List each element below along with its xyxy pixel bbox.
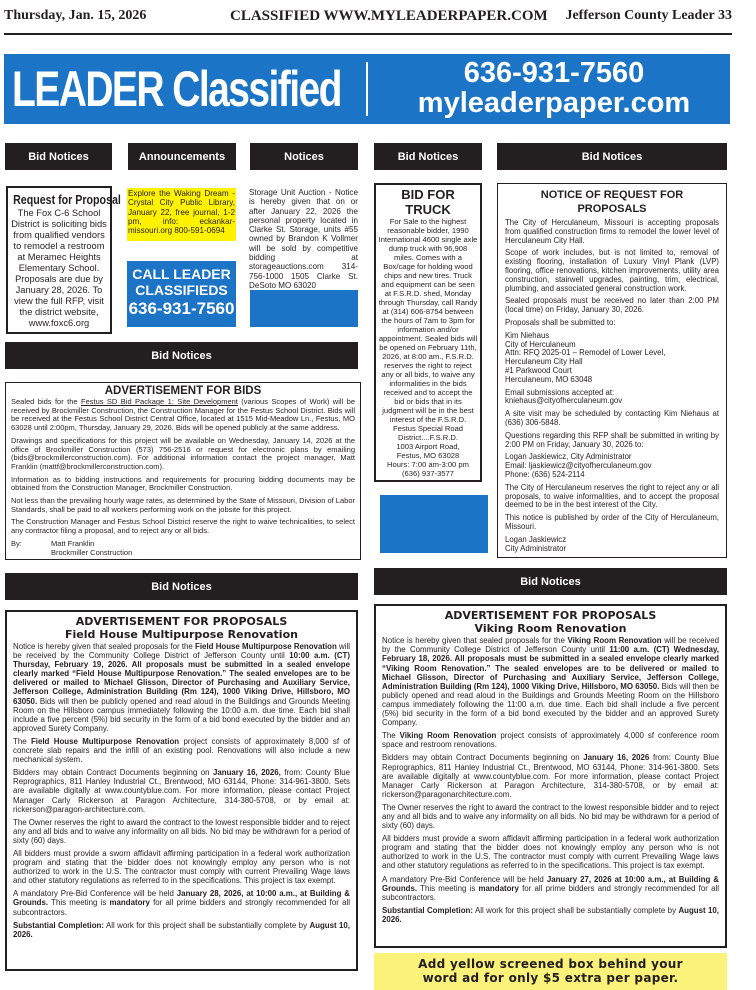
fh-text: mandatory (109, 898, 150, 908)
fox-rfp-title: Request for Proposal (13, 192, 121, 207)
vk-text: for all prime bidders and strongly recommended for all subcontractors. (382, 883, 719, 902)
fh-text: Field House Multipurpose Renovation (195, 642, 337, 651)
fh-text: will be received by the Community College District of Jefferson County until (13, 642, 350, 661)
herc-address: Kim Niehaus City of Herculaneum Attn: RFQ 2025-01 – Remodel of Lower Level, Herculaneum City Hall #1 Parkwood Court Herculaneum, MO 63048 (505, 330, 666, 384)
festus-package-link: Festus SD Bid Package 1: Site Development (81, 397, 238, 406)
fh-text: August 10, 2026. (13, 920, 350, 939)
festus-by: By: (11, 538, 22, 548)
bar-notices: Notices (250, 143, 358, 170)
festus-p1: Sealed bids for the (11, 397, 81, 406)
herc-email: Email submissions accepted at: kniehaus@cityofherculaneum.gov (505, 387, 623, 406)
call-ad-phone: 636-931-7560 (128, 299, 235, 318)
fh-title: ADVERTISEMENT FOR PROPOSALS (75, 615, 288, 628)
banner-website[interactable]: myleaderpaper.com (417, 87, 691, 119)
vk-text: Bids will then be publicly opened and read aloud in the Buildings and Grounds Meeting Room on the Hillsboro campus immediately following the 11:00 a.m. due time. Each bid shall include a five percent (5%) bid security in the form of a bid bond executed by the bidder and an approved Surety Company. (382, 681, 719, 728)
herc-para: Scope of work includes, but is not limited to, removal of existing flooring, installation of Luxury Vinyl Plank (LVP) flooring, office renovations, kitchen improvements, utility area construction, stairwell upgrades, painting, trim, electrical, plumbing, and associated general construction work. (505, 248, 719, 293)
vk-text: A mandatory Pre-Bid Conference will be held (382, 874, 547, 884)
paper-page: Jefferson County Leader 33 (565, 8, 732, 23)
herc-signature: Logan Jaskiewicz City Administrator (505, 534, 567, 553)
festus-para: Information as to bidding instructions and requirements for procuring bidding documents may be obtained from the Construction Manager, Brockmiller Construction. (11, 474, 355, 493)
fh-text: Field House Multipurpose Renovation (30, 736, 180, 746)
festus-signer: Matt Franklin Brockmiller Construction (51, 538, 133, 557)
bid-for-truck-ad (374, 183, 482, 482)
fh-text: The Owner reserves the right to award the contract to the lowest responsible bidder and to reject any and all bids and to waive any informality on all bids. No bid may be withdrawn for a period of sixty (60) days. (13, 817, 350, 845)
herc-para: Questions regarding this RFP shall be submitted in writing by 2:00 PM on Friday, January 30, 2026 to: (505, 430, 719, 449)
bar-announcements: Announcements (128, 143, 236, 170)
festus-title: ADVERTISEMENT FOR BIDS (104, 385, 262, 397)
fh-text: This meeting is (48, 898, 110, 908)
herc-para: This notice is published by order of the City of Herculaneum, Missouri. (505, 513, 719, 531)
call-leader-ad (127, 261, 236, 327)
issue-date: Thursday, Jan. 15, 2026 (4, 8, 147, 23)
fh-text: Bids will then be publicly opened and read aloud in the Buildings and Grounds Meeting Room on the Hillsboro campus immediately following the 10:00 a.m. due time. Each bid shall include a five percent (5%) bid security in the form of a bid bond executed by the bidder and an approved Surety Company. (13, 696, 350, 733)
fh-text: Substantial Completion: (13, 920, 104, 930)
vk-text: January 27, 2026 at 10:00 a.m., at Building & Grounds. (382, 874, 719, 893)
vk-text: from: County Blue Reprographics, 811 Hanley Industrial Ct., Brentwood, MO 63144, Phone: 314-961-3800. Sets are available digitally at www.countyblue.com. For more information, please contact Project Manager Carly Rickerson at Paragon Architecture, 314-380-5708, or by email at: rickerson@paragonarchitecture.com. (382, 753, 719, 799)
vk-title: ADVERTISEMENT FOR PROPOSALS (444, 609, 657, 623)
fh-text: January 16, 2026, (213, 768, 281, 778)
bar-bid-notices-lower-left: Bid Notices (5, 573, 358, 600)
festus-p1: (various Scopes of Work) will be received by Brockmiller Construction, the Construction Manager for the Festus School District. Bids will be received at the Festus School District Central Office, located at 1515 Mid-Meadow Ln., Festus, MO 63028 until 2:00pm, Thursday, January 29, 2026. Bids will be opened publicly at the same address. (11, 397, 355, 433)
vk-text: Notice is hereby given that sealed proposals for the (382, 636, 568, 646)
truck-title: BID FOR TRUCK (401, 187, 455, 217)
fh-text: All work for this project shall be substantially complete by (103, 920, 310, 930)
bar-bid-notices-mid: Bid Notices (5, 342, 358, 369)
festus-para: Not less than the prevailing hourly wage rates, as determined by the State of Missouri, Division of Labor Standards, shall be paid to all workers performing work on the jobsite for this project. (11, 496, 355, 514)
festus-para: The Construction Manager and Festus School District reserve the right to waive technicalities, to select any contractor filing a proposal, and to reject any or all bids. (11, 517, 355, 536)
vk-text: All bidders must provide a sworn affidavit affirming participation in a federal work authorization program and stating that the bidder does not knowingly employ any person who is not authorized to work in the U.S. The contractor must comply with current Prevailing Wage laws and other statutory regulations as referred to in the specifications. This project is tax exempt. (382, 834, 719, 871)
banner-divider (366, 62, 368, 116)
viking-room-ad (374, 604, 727, 948)
fh-text: The (13, 736, 31, 746)
truck-body: For Sale to the highest reasonable bidder, 1990 International 4600 single axle dump truck with 96,908 miles. Comes with a Box/cage for holding wood chips and new tires. Truck and equipment can be seen at F.S.R.D. shed, Monday through Thursday, call Randy at (314) 606-8754 between the hours of 7am to 3pm for information and/or appointment. Sealed bids will be opened on February 11th, 2026, at 8:00 am., F.S.R.D. reserves the right to reject any or all bids, to waive any informalities in the bids received and to accept the bid or bids that in its judgment will be in the best interest of the F.S.R.D. Festus Special Road District....F.S.R.D. 1003 Airport Road, Festus, MO 63028 Hours: 7:00 am-3:00 pm (636) 937-3577 (378, 217, 478, 478)
fox-rfp-ad (6, 186, 121, 334)
vk-text: Substantial Completion: (382, 905, 473, 915)
call-ad-line1: CALL LEADER (132, 266, 231, 282)
vk-subtitle: Viking Room Renovation (474, 622, 627, 636)
herc-title: NOTICE OF REQUEST FOR PROPOSALS (540, 189, 684, 215)
fh-subtitle: Field House Multipurpose Renovation (65, 628, 298, 641)
vk-text: Bidders may obtain Contract Documents beginning on (382, 753, 584, 763)
classified-banner (4, 54, 730, 124)
field-house-ad (5, 610, 358, 971)
fh-text: 10:00 a.m. (CT) Thursday, February 19, 2026. All proposals must be submitted in a sealed envelope clearly marked “Field House Multipurpose Renovation.” The sealed envelopes are to be delivered or mailed to Michael Glisson, Director of Purchasing and Auxiliary Service, Jefferson College, Administration Building (Rm 124), 1000 Viking Drive, Hillsboro, MO 63050. (13, 651, 350, 706)
herc-para: The City of Herculaneum, Missouri is accepting proposals from qualified construction firms to remodel the lower level of Herculaneum City Hall. (505, 218, 719, 245)
fox-rfp-body: The Fox C-6 School District is soliciting bids from qualified vendors to remodel a restroom at Meramec Heights Elementary School. Proposals are due by January 28, 2026. To view the full RFP, visit the district website, www.foxc6.org (11, 208, 107, 328)
vk-text: The (382, 731, 400, 741)
festus-bids-ad (5, 382, 361, 560)
vk-text: August 10, 2026. (382, 905, 719, 924)
banner-phone: 636-931-7560 (463, 57, 645, 89)
vk-text: will be received by the Community College District of Jefferson County until (382, 636, 720, 655)
fh-text: project consists of approximately 8,000 sf of concrete slab repairs and the infill of an existing pool. Renovations will also include a new mechanical system. (13, 736, 350, 765)
vk-text: Viking Room Renovation (567, 636, 662, 646)
bar-bid-notices-5: Bid Notices (497, 143, 727, 170)
vk-text: The Owner reserves the right to award the contract to the lowest responsible bidder and to reject any and all bids and to waive any informality on all bids. No bid may be withdrawn for a period of sixty (60) days. (382, 802, 719, 831)
section-header: CLASSIFIED WWW.MYLEADERPAPER.COM (230, 8, 548, 24)
blue-ad-block (250, 290, 358, 327)
fh-text: A mandatory Pre-Bid Conference will be held (13, 889, 177, 899)
herc-para: Sealed proposals must be received no later than 2:00 PM (local time) on Friday, January 30, 2026. (505, 296, 719, 315)
bar-bid-notices-lower-right: Bid Notices (374, 568, 727, 595)
vk-text: project consists of approximately 4,000 sf conference room space and restroom renovations. (382, 731, 719, 750)
blue-ad-block (380, 495, 488, 553)
vk-text: January 16, 2026 (583, 753, 650, 763)
vk-text: This meeting is (417, 883, 479, 893)
banner-brand: LEADER Classified (12, 61, 341, 117)
herc-para: The City of Herculaneum reserves the right to reject any or all proposals, to waive informalities, and to accept the proposal deemed to be in the best interest of the City. (505, 482, 719, 510)
storage-auction-notice: Storage Unit Auction - Notice is hereby given that on or after January 22, 2026 the personal property located in Clarke St. Storage, units #55 owned by Brandon K Vollmer will be sold by competitive bidding at storageauctions.com 314-756-1000 1505 Clarke St. DeSoto MO 63020 (249, 188, 358, 290)
vk-text: mandatory (478, 883, 519, 893)
fh-text: January 28, 2026, at 10:00 a.m., at Building & Grounds. (13, 889, 350, 908)
fh-text: for all prime bidders and strongly recommended for all subcontractors. (13, 898, 350, 917)
header-rule (4, 33, 732, 35)
vk-text: Viking Room Renovation (399, 731, 497, 741)
right-column (374, 183, 727, 990)
fh-text: Bidders may obtain Contract Documents beginning on (13, 768, 213, 778)
bar-bid-notices-1: Bid Notices (5, 143, 112, 170)
yellow-box-promo: Add yellow screened box behind your word ad for only $5 extra per paper. (374, 953, 727, 990)
fh-text: All bidders must provide a sworn affidavit affirming participation in a federal work authorization program and stating that the bidder does not knowingly employ any person who is not authorized to work in the U.S. The contractor must comply with current Prevailing Wage laws and other statutory regulations as referred to in the specifications. This project is tax exempt. (13, 848, 350, 886)
bar-bid-notices-4: Bid Notices (374, 143, 482, 170)
festus-para: Drawings and specifications for this project will be available on Wednesday, January 14, 2026 at the office of Brockmiller Construction (573) 756-2516 or request for electronic plans by emailing (bids@brockmillerconstruction.com). For additional information contact the project manager, Matt Franklin (mattf@brockmillerconstruction.com). (11, 435, 355, 471)
library-announcement: Explore the Waking Dream - Crystal City Public Library, January 22, free journal, 1-2 pm, info: eckankar-missouri.org 800-591-0694 (127, 188, 236, 241)
vk-text: All work for this project shall be substantially complete by (472, 905, 679, 915)
vk-text: 11:00 a.m. (CT) Wednesday, February 18, 2026. All proposals must be submitted in a sealed envelope clearly marked “Viking Room Renovation.” The sealed envelopes are to be delivered or mailed to Michael Glisson, Director of Purchasing and Auxiliary Service, Jefferson College, Administration Building (Rm 124), 1000 Viking Drive, Hillsboro, MO 63050. (382, 645, 719, 691)
herc-contact: Logan Jaskiewicz, City Administrator Email: ljaskiewicz@cityofherculaneum.gov Phone: (636) 524-2114 (505, 452, 652, 479)
herculaneum-rfp (497, 183, 727, 558)
call-ad-line2: CLASSIFIEDS (135, 282, 228, 298)
herc-para: Proposals shall be submitted to: (505, 317, 616, 327)
fh-text: from: County Blue Reprographics, 811 Hanley Industrial Ct., Brentwood, MO 63144, Phone: 314-961-3800. Sets are available digitally at www.countyblue.com. For more information, please contact Project Manager Carly Rickerson at Paragon Architecture, 314-380-5708, or by email at: rickerson@paragon-architecture.com. (13, 768, 350, 814)
fh-text: Notice is hereby given that sealed proposals for the (13, 642, 196, 651)
herc-para: A site visit may be scheduled by contacting Kim Niehaus at (636) 306-5848. (505, 409, 719, 427)
